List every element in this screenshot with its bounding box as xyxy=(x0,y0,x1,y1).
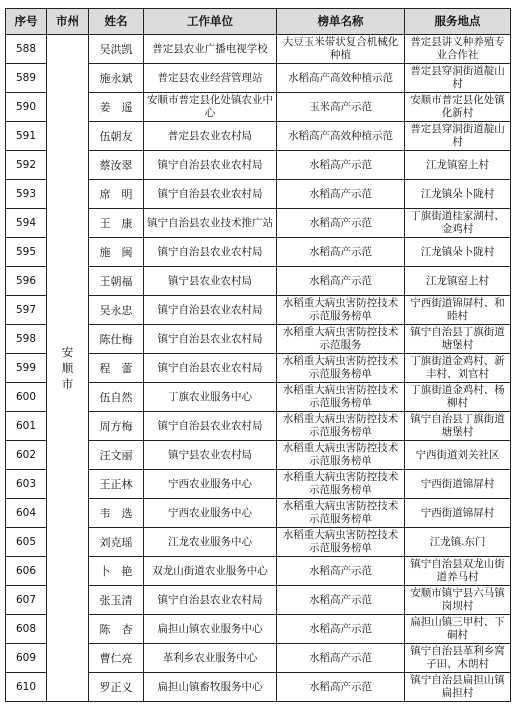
header-city: 市州 xyxy=(47,9,89,35)
cell-unit: 镇宁自治县农业农村局 xyxy=(144,180,277,209)
cell-list: 水稻重大病虫害防控技术示范服务榜单 xyxy=(277,499,405,528)
cell-name: 陈仕梅 xyxy=(89,325,144,354)
cell-unit: 普定县农业农村局 xyxy=(144,122,277,151)
cell-no: 603 xyxy=(6,470,47,499)
cell-no: 589 xyxy=(6,64,47,93)
cell-no: 597 xyxy=(6,296,47,325)
cell-name: 张玉清 xyxy=(89,586,144,615)
cell-place: 丁旗街道金鸡村、杨柳村 xyxy=(405,383,511,412)
cell-no: 590 xyxy=(6,93,47,122)
cell-no: 588 xyxy=(6,35,47,64)
cell-no: 605 xyxy=(6,528,47,557)
cell-name: 罗正义 xyxy=(89,673,144,702)
cell-name: 曹仁亮 xyxy=(89,644,144,673)
cell-unit: 扁担山镇农业服务中心 xyxy=(144,615,277,644)
cell-list: 水稻重大病虫害防控技术示范服务榜单 xyxy=(277,383,405,412)
cell-list: 大豆玉米带状复合机械化种植 xyxy=(277,35,405,64)
cell-no: 600 xyxy=(6,383,47,412)
cell-name: 王朝福 xyxy=(89,267,144,296)
cell-unit: 安顺市普定县化处镇农业中心 xyxy=(144,93,277,122)
table-body xyxy=(6,35,511,702)
cell-unit: 丁旗农业服务中心 xyxy=(144,383,277,412)
cell-place: 镇宁自治县丁旗街道塘堡村 xyxy=(405,412,511,441)
cell-unit: 镇宁自治县农业农村局 xyxy=(144,586,277,615)
cell-name: 刘克瑶 xyxy=(89,528,144,557)
cell-place: 江龙镇窑上村 xyxy=(405,267,511,296)
cell-unit: 宁西农业服务中心 xyxy=(144,499,277,528)
cell-no: 596 xyxy=(6,267,47,296)
cell-no: 601 xyxy=(6,412,47,441)
cell-list: 水稻高产示范 xyxy=(277,180,405,209)
honor-list-table xyxy=(5,8,511,702)
cell-list: 玉米高产示范 xyxy=(277,93,405,122)
header-unit: 工作单位 xyxy=(144,9,277,35)
cell-list: 水稻高产示范 xyxy=(277,615,405,644)
cell-place: 宁西街道刘关社区 xyxy=(405,441,511,470)
cell-unit: 双龙山街道农业服务中心 xyxy=(144,557,277,586)
cell-place: 宁西街道锦屏村、和睦村 xyxy=(405,296,511,325)
cell-name: 伍自然 xyxy=(89,383,144,412)
cell-list: 水稻高产示范 xyxy=(277,267,405,296)
cell-no: 598 xyxy=(6,325,47,354)
cell-name: 施 闽 xyxy=(89,238,144,267)
cell-list: 水稻重大病虫害防控技术示范服务榜单 xyxy=(277,441,405,470)
cell-name: 伍朝友 xyxy=(89,122,144,151)
cell-unit: 镇宁县农业农村局 xyxy=(144,441,277,470)
cell-list: 水稻高产高效种植示范 xyxy=(277,64,405,93)
cell-place: 镇宁自治县双龙山街道养马村 xyxy=(405,557,511,586)
cell-place: 丁旗街道金鸡村、新丰村、刘官村 xyxy=(405,354,511,383)
cell-no: 607 xyxy=(6,586,47,615)
cell-unit: 革利乡农业服务中心 xyxy=(144,644,277,673)
cell-no: 591 xyxy=(6,122,47,151)
cell-name: 姜 遥 xyxy=(89,93,144,122)
document-page xyxy=(5,8,510,702)
cell-unit: 镇宁自治县农业农村局 xyxy=(144,238,277,267)
cell-no: 593 xyxy=(6,180,47,209)
cell-place: 江龙镇朵卜陇村 xyxy=(405,180,511,209)
cell-unit: 镇宁自治县农业农村局 xyxy=(144,325,277,354)
cell-list: 水稻高产示范 xyxy=(277,673,405,702)
header-list: 榜单名称 xyxy=(277,9,405,35)
cell-no: 599 xyxy=(6,354,47,383)
cell-no: 594 xyxy=(6,209,47,238)
cell-list: 水稻重大病虫害防控技术示范服务榜单 xyxy=(277,470,405,499)
cell-list: 水稻高产示范 xyxy=(277,557,405,586)
table-row xyxy=(6,35,511,64)
cell-place: 江龙镇朵卜陇村 xyxy=(405,238,511,267)
cell-unit: 扁担山镇畜牧服务中心 xyxy=(144,673,277,702)
cell-place: 江龙镇窑上村 xyxy=(405,151,511,180)
cell-list: 水稻高产示范 xyxy=(277,644,405,673)
header-no: 序号 xyxy=(6,9,47,35)
header-name: 姓名 xyxy=(89,9,144,35)
cell-unit: 镇宁自治县农业农村局 xyxy=(144,354,277,383)
cell-list: 水稻高产示范 xyxy=(277,151,405,180)
cell-no: 609 xyxy=(6,644,47,673)
cell-no: 595 xyxy=(6,238,47,267)
cell-place: 宁西街道锦屏村 xyxy=(405,499,511,528)
cell-name: 周方梅 xyxy=(89,412,144,441)
cell-name: 程 蕾 xyxy=(89,354,144,383)
cell-unit: 镇宁自治县农业农村局 xyxy=(144,412,277,441)
cell-place: 安顺市普定县化处镇化新村 xyxy=(405,93,511,122)
cell-unit: 镇宁自治县农业技术推广站 xyxy=(144,209,277,238)
cell-city xyxy=(47,35,89,702)
cell-unit: 宁西农业服务中心 xyxy=(144,470,277,499)
cell-name: 吴永忠 xyxy=(89,296,144,325)
cell-place: 江龙镇.东门 xyxy=(405,528,511,557)
cell-list: 水稻重大病虫害防控技术示范服务榜单 xyxy=(277,296,405,325)
cell-place: 普定县穿洞街道靛山村 xyxy=(405,64,511,93)
cell-unit: 普定县农业广播电视学校 xyxy=(144,35,277,64)
cell-place: 宁西街道锦屏村 xyxy=(405,470,511,499)
cell-unit: 镇宁县农业农村局 xyxy=(144,267,277,296)
cell-place: 扁担山镇三甲村、下硐村 xyxy=(405,615,511,644)
cell-place: 普定县讲义种养殖专业合作社 xyxy=(405,35,511,64)
cell-list: 水稻重大病虫害防控技术示范服务 xyxy=(277,325,405,354)
cell-name: 王 康 xyxy=(89,209,144,238)
cell-place: 镇宁自治县革利乡窝子田、木朗村 xyxy=(405,644,511,673)
cell-no: 610 xyxy=(6,673,47,702)
cell-name: 蔡汝翠 xyxy=(89,151,144,180)
cell-no: 608 xyxy=(6,615,47,644)
cell-unit: 镇宁自治县农业农村局 xyxy=(144,296,277,325)
cell-no: 602 xyxy=(6,441,47,470)
cell-list: 水稻高产示范 xyxy=(277,209,405,238)
city-label: 安顺市 xyxy=(61,345,74,391)
cell-list: 水稻重大病虫害防控技术示范服务榜单 xyxy=(277,354,405,383)
table-header-row xyxy=(6,9,511,35)
cell-list: 水稻高产示范 xyxy=(277,586,405,615)
cell-name: 王正林 xyxy=(89,470,144,499)
cell-place: 普定县穿洞街道靛山村 xyxy=(405,122,511,151)
cell-place: 镇宁自治县丁旗街道塘堡村 xyxy=(405,325,511,354)
cell-name: 施永斌 xyxy=(89,64,144,93)
cell-name: 陈 杏 xyxy=(89,615,144,644)
cell-name: 韦 选 xyxy=(89,499,144,528)
cell-list: 水稻高产高效种植示范 xyxy=(277,122,405,151)
cell-list: 水稻重大病虫害防控技术示范服务榜单 xyxy=(277,412,405,441)
cell-unit: 镇宁自治县农业农村局 xyxy=(144,151,277,180)
cell-place: 安顺市镇宁县六马镇岗坝村 xyxy=(405,586,511,615)
cell-unit: 普定县农业经营管理站 xyxy=(144,64,277,93)
cell-list: 水稻重大病虫害防控技术示范服务榜单 xyxy=(277,528,405,557)
cell-name: 吴洪凯 xyxy=(89,35,144,64)
cell-name: 汪文丽 xyxy=(89,441,144,470)
cell-list: 水稻高产示范 xyxy=(277,238,405,267)
cell-unit: 江龙农业服务中心 xyxy=(144,528,277,557)
cell-no: 604 xyxy=(6,499,47,528)
cell-no: 592 xyxy=(6,151,47,180)
cell-no: 606 xyxy=(6,557,47,586)
cell-name: 卜 艳 xyxy=(89,557,144,586)
header-place: 服务地点 xyxy=(405,9,511,35)
cell-place: 镇宁自治县扁担山镇扁担村 xyxy=(405,673,511,702)
cell-name: 席 明 xyxy=(89,180,144,209)
cell-place: 丁旗街道桂家湖村、金鸡村 xyxy=(405,209,511,238)
